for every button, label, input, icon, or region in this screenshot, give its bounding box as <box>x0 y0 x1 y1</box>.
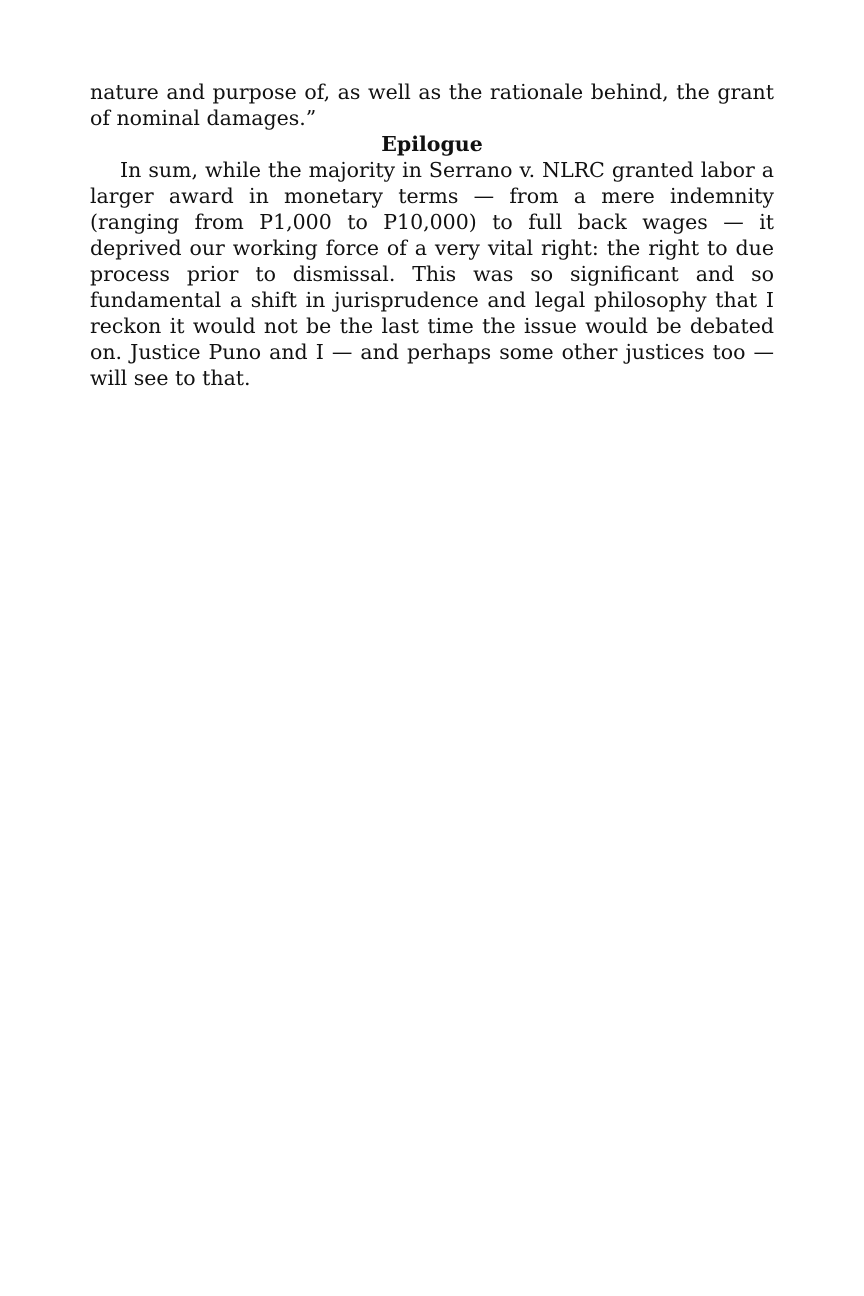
document-page <box>90 79 774 391</box>
section-heading-epilogue: Epilogue <box>381 132 483 156</box>
epilogue-paragraph: In sum, while the majority in Serrano v. NLRC granted labor a larger award in monetary terms — from a mere indemnity (ranging from P1,000 to P10,000) to full back wages — it deprived our working force of a very vital right: the right to due process prior to dismissal. This was so significant and so fundamental a shift in jurisprudence and legal philosophy that I reckon it would not be the last time the issue would be debated on. Justice Puno and I — and perhaps some other justices too — will see to that. <box>90 158 774 390</box>
continuation-paragraph: nature and purpose of, as well as the rationale behind, the grant of nominal damages.” <box>90 80 774 130</box>
